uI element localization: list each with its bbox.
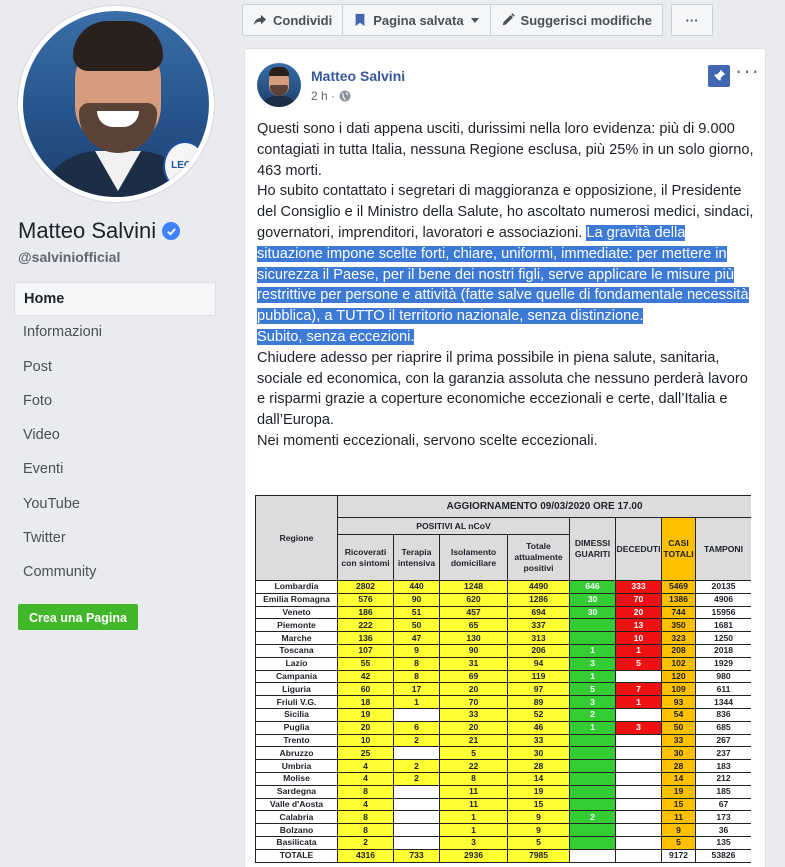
value-cell: 15 [662, 798, 696, 811]
value-cell: 17 [394, 683, 440, 696]
value-cell [616, 760, 662, 773]
value-cell: 836 [696, 708, 752, 721]
value-cell: 14 [508, 772, 570, 785]
value-cell: 55 [338, 657, 394, 670]
value-cell: 30 [570, 606, 616, 619]
value-cell: 13 [616, 619, 662, 632]
region-cell: Calabria [256, 811, 338, 824]
table-row [256, 606, 752, 619]
nav-item-foto[interactable]: Foto [23, 392, 53, 409]
value-cell [394, 798, 440, 811]
post-paragraph: Questi sono i dati appena usciti, durissimi nella loro evidenza: più di 9.000 contagiati in tutta Italia, nessuna Regione esclusa, più 25% in un solo giorno, 463 morti. [257, 121, 754, 179]
highlighted-text: Subito, senza eccezioni. [257, 328, 415, 345]
suggest-edits-label: Suggerisci modifiche [520, 12, 653, 28]
share-icon [253, 13, 267, 27]
value-cell: 1 [440, 811, 508, 824]
region-cell: Trento [256, 734, 338, 747]
value-cell: 120 [662, 670, 696, 683]
value-cell: 9 [662, 824, 696, 837]
value-cell [394, 708, 440, 721]
table-row [256, 772, 752, 785]
value-cell: 19 [662, 785, 696, 798]
value-cell: 611 [696, 683, 752, 696]
region-cell: Lombardia [256, 581, 338, 594]
post-author-avatar[interactable] [257, 63, 301, 107]
region-header: Regione [256, 496, 338, 581]
value-cell: 89 [508, 696, 570, 709]
value-cell: 5469 [662, 581, 696, 594]
value-cell [616, 798, 662, 811]
table-row [256, 836, 752, 849]
value-cell: 2 [394, 760, 440, 773]
value-cell: 30 [508, 747, 570, 760]
nav-item-eventi[interactable]: Eventi [23, 461, 64, 478]
region-cell: Campania [256, 670, 338, 683]
col-header-dimessi: DIMESSI GUARITI [570, 518, 616, 581]
table-row [256, 811, 752, 824]
value-cell: 3 [440, 836, 508, 849]
value-cell: 42 [338, 670, 394, 683]
value-cell: 8 [394, 657, 440, 670]
nav-item-informazioni[interactable]: Informazioni [23, 324, 102, 341]
col-header-totale: Totale attualmente positivi [508, 535, 570, 581]
table-row [256, 798, 752, 811]
table-title: AGGIORNAMENTO 09/03/2020 ORE 17.00 [338, 496, 752, 518]
value-cell: 2 [570, 811, 616, 824]
table-row [256, 721, 752, 734]
value-cell: 33 [508, 734, 570, 747]
total-value-cell: 4316 [338, 849, 394, 862]
value-cell: 97 [508, 683, 570, 696]
value-cell: 90 [440, 644, 508, 657]
value-cell: 30 [570, 593, 616, 606]
region-cell: Liguria [256, 683, 338, 696]
value-cell: 4 [338, 760, 394, 773]
value-cell: 51 [394, 606, 440, 619]
value-cell: 685 [696, 721, 752, 734]
value-cell: 20 [616, 606, 662, 619]
value-cell [570, 619, 616, 632]
value-cell: 457 [440, 606, 508, 619]
value-cell: 65 [440, 619, 508, 632]
value-cell: 93 [662, 696, 696, 709]
table-row [256, 696, 752, 709]
value-cell: 9 [394, 644, 440, 657]
region-cell: Veneto [256, 606, 338, 619]
share-button[interactable] [242, 4, 343, 36]
value-cell: 1 [394, 696, 440, 709]
value-cell: 22 [440, 760, 508, 773]
page-handle[interactable]: @salviniofficial [18, 249, 121, 265]
value-cell: 11 [440, 798, 508, 811]
table-total-row [256, 849, 752, 862]
value-cell: 19 [508, 785, 570, 798]
nav-item-youtube[interactable]: YouTube [23, 495, 80, 512]
value-cell: 186 [338, 606, 394, 619]
highlighted-text: La gravità della situazione impone scelte forti, chiare, uniformi, immediate: per mettere in sicurezza il Paese, per il bene dei nostri figli, serve applicare le misure più restrittive per persone e attività (fatte salve quelle di fondamentale necessità pubblica), a TUTTO il territorio nazionale, senza distinzione. [257, 224, 749, 325]
nav-item-twitter[interactable]: Twitter [23, 530, 66, 547]
verified-badge-icon [162, 222, 180, 240]
value-cell [570, 734, 616, 747]
more-options-button[interactable] [671, 4, 713, 36]
value-cell [570, 747, 616, 760]
post-paragraph [257, 327, 755, 348]
value-cell: 2018 [696, 644, 752, 657]
value-cell: 267 [696, 734, 752, 747]
region-cell: Sicilia [256, 708, 338, 721]
value-cell [616, 811, 662, 824]
value-cell: 3 [616, 721, 662, 734]
value-cell: 5 [508, 836, 570, 849]
value-cell: 20 [440, 683, 508, 696]
value-cell: 109 [662, 683, 696, 696]
value-cell: 208 [662, 644, 696, 657]
value-cell: 20135 [696, 581, 752, 594]
post-image-table[interactable] [255, 495, 751, 867]
col-header-isolamento: Isolamento domiciliare [440, 535, 508, 581]
value-cell: 7 [616, 683, 662, 696]
value-cell: 54 [662, 708, 696, 721]
total-value-cell: 724 [570, 849, 616, 862]
lega-badge: LEGA [163, 141, 207, 191]
region-cell: Sardegna [256, 785, 338, 798]
nav-item-video[interactable]: Video [23, 427, 60, 444]
col-header-casi: CASI TOTALI [662, 518, 696, 581]
value-cell: 337 [508, 619, 570, 632]
region-cell: Valle d'Aosta [256, 798, 338, 811]
value-cell: 36 [696, 824, 752, 837]
table-row [256, 760, 752, 773]
profile-picture[interactable] [18, 6, 214, 202]
value-cell [394, 836, 440, 849]
post-card [244, 48, 766, 867]
nav-item-community[interactable]: Community [23, 564, 97, 581]
value-cell: 8 [338, 785, 394, 798]
more-icon: ··· [685, 12, 699, 28]
value-cell [570, 798, 616, 811]
value-cell: 1 [440, 824, 508, 837]
value-cell: 107 [338, 644, 394, 657]
value-cell: 8 [440, 772, 508, 785]
table-row [256, 593, 752, 606]
post-meta [311, 89, 351, 103]
left-column [0, 0, 230, 867]
col-header-ricoverati: Ricoverati con sintomi [338, 535, 394, 581]
value-cell: 30 [662, 747, 696, 760]
value-cell: 206 [508, 644, 570, 657]
total-value-cell: 7985 [508, 849, 570, 862]
value-cell: 19 [338, 708, 394, 721]
value-cell: 6 [394, 721, 440, 734]
page-name-text: Matteo Salvini [18, 218, 157, 243]
value-cell: 1 [616, 696, 662, 709]
value-cell: 136 [338, 632, 394, 645]
value-cell: 50 [394, 619, 440, 632]
value-cell: 1929 [696, 657, 752, 670]
value-cell [394, 824, 440, 837]
page-action-bar [242, 4, 713, 36]
create-page-button[interactable]: Crea una Pagina [18, 604, 138, 630]
value-cell: 20 [440, 721, 508, 734]
table-row [256, 632, 752, 645]
bookmark-icon [353, 13, 367, 27]
suggest-edits-button[interactable] [490, 4, 663, 36]
value-cell: 185 [696, 785, 752, 798]
table-row [256, 785, 752, 798]
value-cell: 5 [570, 683, 616, 696]
value-cell: 28 [508, 760, 570, 773]
total-value-cell: 463 [616, 849, 662, 862]
value-cell: 94 [508, 657, 570, 670]
region-cell: Lazio [256, 657, 338, 670]
value-cell: 2 [394, 734, 440, 747]
value-cell: 70 [616, 593, 662, 606]
value-cell: 1386 [662, 593, 696, 606]
value-cell: 60 [338, 683, 394, 696]
table-row [256, 734, 752, 747]
value-cell [616, 708, 662, 721]
table-row [256, 670, 752, 683]
value-cell: 9 [508, 811, 570, 824]
region-cell: Umbria [256, 760, 338, 773]
value-cell: 46 [508, 721, 570, 734]
value-cell [616, 734, 662, 747]
total-value-cell: 53826 [696, 849, 752, 862]
value-cell: 8 [338, 824, 394, 837]
value-cell [570, 772, 616, 785]
region-cell: Bolzano [256, 824, 338, 837]
post-body [257, 119, 755, 452]
page-nav [14, 282, 216, 591]
value-cell [570, 632, 616, 645]
value-cell: 15956 [696, 606, 752, 619]
value-cell: 4 [338, 772, 394, 785]
table-row [256, 619, 752, 632]
value-cell: 1248 [440, 581, 508, 594]
value-cell [616, 747, 662, 760]
positive-header: POSITIVI AL nCoV [338, 518, 570, 535]
region-cell: Abruzzo [256, 747, 338, 760]
value-cell: 4906 [696, 593, 752, 606]
value-cell: 15 [508, 798, 570, 811]
region-cell: Toscana [256, 644, 338, 657]
value-cell [616, 670, 662, 683]
region-cell: Friuli V.G. [256, 696, 338, 709]
value-cell: 1 [570, 644, 616, 657]
value-cell [394, 785, 440, 798]
value-cell [394, 747, 440, 760]
value-cell: 11 [440, 785, 508, 798]
value-cell: 90 [394, 593, 440, 606]
value-cell: 1344 [696, 696, 752, 709]
value-cell: 11 [662, 811, 696, 824]
value-cell: 237 [696, 747, 752, 760]
value-cell: 25 [338, 747, 394, 760]
value-cell: 1286 [508, 593, 570, 606]
value-cell: 8 [338, 811, 394, 824]
covid-data-table [255, 495, 751, 863]
value-cell: 2 [394, 772, 440, 785]
table-row [256, 581, 752, 594]
value-cell [570, 785, 616, 798]
pinned-post-icon[interactable] [708, 65, 730, 87]
table-row [256, 747, 752, 760]
table-row [256, 657, 752, 670]
region-cell: Basilicata [256, 836, 338, 849]
value-cell: 1681 [696, 619, 752, 632]
value-cell: 47 [394, 632, 440, 645]
table-row [256, 683, 752, 696]
post-paragraph: Chiudere adesso per riaprire il prima possibile in piena salute, sanitaria, sociale ed economica, con la garanzia assoluta che nessuno perderà lavoro e risparmi grazie a coperture economiche eccezionali e certe, dall’Italia e dall’Europa. [257, 349, 748, 429]
post-paragraph: Ho subito contattato i segretari di maggioranza e opposizione, il Presidente del Consiglio e il Ministro della Salute, ho ascoltato numerosi medici, sindaci, governatori, imprenditori, lavoratori e associazioni. La gravità della situazione impone scelte forti, chiare, uniformi, immediate: per mettere in sicurezza il Paese, per il bene dei nostri figli, serve applicare le misure più restrittive per persone e attività (fatte salve quelle di fondamentale necessità pubblica), a TUTTO il territorio nazionale, senza distinzione. [257, 183, 754, 325]
value-cell: 333 [616, 581, 662, 594]
value-cell: 1 [570, 670, 616, 683]
table-row [256, 644, 752, 657]
value-cell: 576 [338, 593, 394, 606]
value-cell: 10 [616, 632, 662, 645]
value-cell: 10 [338, 734, 394, 747]
value-cell: 20 [338, 721, 394, 734]
post-menu-icon[interactable]: ··· [735, 58, 760, 83]
value-cell: 8 [394, 670, 440, 683]
value-cell: 183 [696, 760, 752, 773]
value-cell: 70 [440, 696, 508, 709]
table-body [256, 581, 752, 863]
value-cell: 694 [508, 606, 570, 619]
post-timestamp[interactable]: 2 h · [311, 89, 336, 103]
value-cell: 67 [696, 798, 752, 811]
value-cell: 1 [570, 721, 616, 734]
value-cell [570, 836, 616, 849]
value-cell: 4490 [508, 581, 570, 594]
post-paragraph: Nei momenti eccezionali, servono scelte eccezionali. [257, 432, 598, 449]
value-cell [616, 772, 662, 785]
value-cell: 313 [508, 632, 570, 645]
value-cell: 135 [696, 836, 752, 849]
value-cell: 646 [570, 581, 616, 594]
value-cell: 5 [616, 657, 662, 670]
saved-page-label: Pagina salvata [373, 12, 464, 28]
value-cell: 323 [662, 632, 696, 645]
value-cell [570, 824, 616, 837]
value-cell: 3 [570, 657, 616, 670]
col-header-tamponi: TAMPONI [696, 518, 752, 581]
value-cell: 440 [394, 581, 440, 594]
value-cell: 222 [338, 619, 394, 632]
saved-page-button[interactable] [342, 4, 490, 36]
total-value-cell: 733 [394, 849, 440, 862]
value-cell: 50 [662, 721, 696, 734]
value-cell: 5 [440, 747, 508, 760]
value-cell: 119 [508, 670, 570, 683]
value-cell [616, 785, 662, 798]
chevron-down-icon [470, 15, 480, 25]
pencil-icon [501, 13, 515, 27]
value-cell: 52 [508, 708, 570, 721]
value-cell: 18 [338, 696, 394, 709]
value-cell: 9 [508, 824, 570, 837]
value-cell: 14 [662, 772, 696, 785]
value-cell [616, 824, 662, 837]
share-label: Condividi [273, 12, 333, 28]
value-cell [616, 836, 662, 849]
value-cell: 1 [616, 644, 662, 657]
value-cell: 1250 [696, 632, 752, 645]
value-cell: 21 [440, 734, 508, 747]
total-label-cell: TOTALE [256, 849, 338, 862]
value-cell: 2 [338, 836, 394, 849]
total-value-cell: 9172 [662, 849, 696, 862]
value-cell: 173 [696, 811, 752, 824]
value-cell: 350 [662, 619, 696, 632]
value-cell [394, 811, 440, 824]
page-title[interactable] [18, 218, 180, 244]
value-cell [570, 760, 616, 773]
value-cell: 33 [662, 734, 696, 747]
region-cell: Piemonte [256, 619, 338, 632]
globe-icon [339, 90, 351, 102]
value-cell: 33 [440, 708, 508, 721]
table-row [256, 824, 752, 837]
col-header-deceduti: DECEDUTI [616, 518, 662, 581]
value-cell: 3 [570, 696, 616, 709]
value-cell: 4 [338, 798, 394, 811]
value-cell: 2 [570, 708, 616, 721]
region-cell: Marche [256, 632, 338, 645]
avatar [23, 11, 209, 197]
value-cell: 28 [662, 760, 696, 773]
nav-item-post[interactable]: Post [23, 358, 53, 375]
total-value-cell: 2936 [440, 849, 508, 862]
value-cell: 212 [696, 772, 752, 785]
value-cell: 130 [440, 632, 508, 645]
table-row [256, 708, 752, 721]
value-cell: 2802 [338, 581, 394, 594]
region-cell: Emilia Romagna [256, 593, 338, 606]
value-cell: 744 [662, 606, 696, 619]
value-cell: 620 [440, 593, 508, 606]
region-cell: Molise [256, 772, 338, 785]
nav-item-home[interactable]: Home [14, 282, 216, 316]
region-cell: Puglia [256, 721, 338, 734]
value-cell: 102 [662, 657, 696, 670]
value-cell: 31 [440, 657, 508, 670]
value-cell: 69 [440, 670, 508, 683]
value-cell: 980 [696, 670, 752, 683]
post-author-name[interactable]: Matteo Salvini [311, 68, 406, 84]
value-cell: 5 [662, 836, 696, 849]
col-header-terapia: Terapia intensiva [394, 535, 440, 581]
